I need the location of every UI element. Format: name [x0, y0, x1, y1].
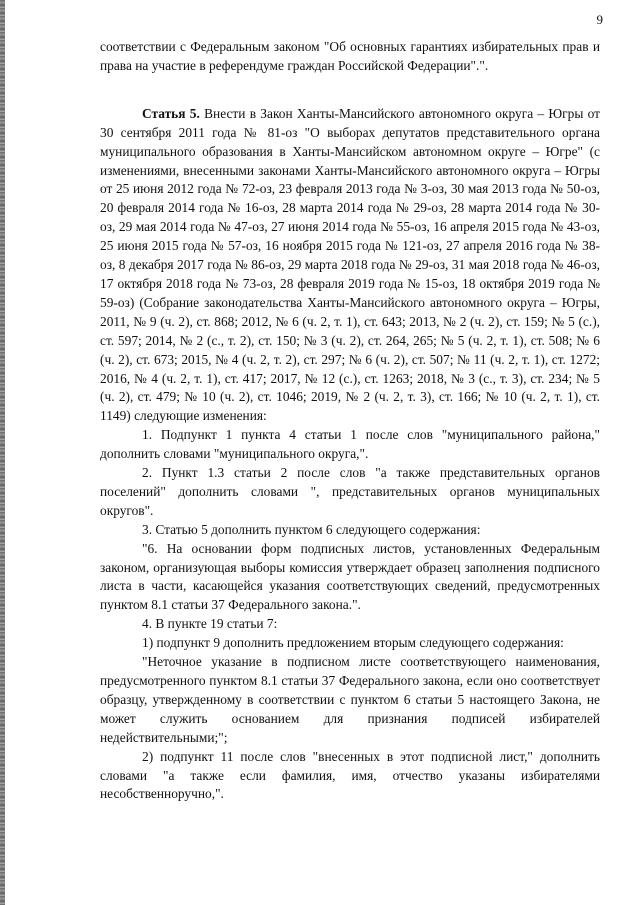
paragraph-1: соответствии с Федеральным законом "Об основных гарантиях избирательных прав и права на участие в референдуме граждан Российской Федерации".". [100, 39, 600, 73]
item-4-sub-1-quote: "Неточное указание в подписном листе соответствующего наименования, предусмотренного пунктом 8.1 статьи 37 Федерального закона, если оно соответствует образцу, утвержденному в соответствии с пунктом 6 статьи 5 настоящего Закона, не может служить основанием для признания подписей избирателей недействительными;"; [100, 654, 600, 745]
item-1: 1. Подпункт 1 пункта 4 статьи 1 после слов "муниципального района," дополнить словами "муниципального округа,". [100, 427, 600, 462]
item-4-sub-1: 1) подпункт 9 дополнить предложением вторым следующего содержания: [142, 635, 564, 651]
item-3-quote: "6. На основании форм подписных листов, установленных Федеральным законом, организующая выборы комиссия утверждает образец заполнения подписного листа в части, касающейся указания соответствующих сведений, предусмотренных пунктом 8.1 статьи 37 Федерального закона.". [100, 540, 600, 613]
item-4-sub-2: 2) подпункт 11 после слов "внесенных в этот подписной лист," дополнить словами "а также если фамилия, имя, отчество указаны избирателями несобственноручно,". [100, 748, 600, 802]
item-3: 3. Статью 5 дополнить пунктом 6 следующего содержания: [142, 521, 481, 537]
scan-edge [0, 0, 5, 905]
page-number: 9 [596, 12, 603, 27]
article-5-intro [100, 105, 600, 426]
paragraph-gap [100, 76, 600, 105]
article-5-text: Внести в Закон Ханты-Мансийского автономного округа – Югры от 30 сентября 2011 года № 81-оз "О выборах депутатов представительного органа муниципального образования в Ханты-Мансийском автономном округе – Югре" (с изменениями, внесенными законами Ханты-Мансийского автономного округа – Югры от 25 июня 2012 года № 72-оз, 23 февраля 2013 года № 3-оз, 30 мая 2013 года № 50-оз, 20 февраля 2014 года № 16-оз, 28 марта 2014 года № 29-оз, 28 марта 2014 года № 30-оз, 29 мая 2014 года № 47-оз, 27 июня 2014 года № 55-оз, 16 апреля 2015 года № 43-оз, 25 июня 2015 года № 57-оз, 16 ноября 2015 года № 121-оз, 27 апреля 2016 года № 38-оз, 8 декабря 2017 года № 86-оз, 29 марта 2018 года № 29-оз, 31 мая 2018 года № 46-оз, 17 октября 2018 года № 73-оз, 28 февраля 2019 года № 15-оз, 18 октября 2019 года № 59-оз) (Собрание законодательства Ханты-Мансийского автономного округа – Югры, 2011, № 9 (ч. 2), ст. 868; 2012, № 6 (ч. 2, т. 1), ст. 643; 2013, № 2 (ч. 2), ст. 159; № 5 (с.), ст. 597; 2014, № 2 (с., т. 2), ст. 150; № 3 (ч. 2), ст. 264, 265; № 5 (ч. 2, т. 1), ст. 508; № 6 (ч. 2), ст. 673; 2015, № 4 (ч. 2, т. 2), ст. 297; № 6 (ч. 2), ст. 507; № 11 (ч. 2, т. 1), ст. 1272; 2016, № 4 (ч. 2, т. 1), ст. 417; 2017, № 12 (с.), ст. 1263; 2018, № 3 (с., т. 3), ст. 234; № 5 (ч. 2), ст. 479; № 10 (ч. 2), ст. 1046; 2019, № 2 (ч. 2, т. 3), ст. 166; № 10 (ч. 2, т. 1), ст. 1149) следующие изменения: [100, 105, 600, 424]
item-4: 4. В пункте 19 статьи 7: [142, 616, 278, 632]
article-heading: Статья 5. [142, 105, 200, 121]
document-body [100, 38, 600, 804]
item-2: 2. Пункт 1.3 статьи 2 после слов "а также представительных органов поселений" дополнить словами ", представительных органов муниципальных округов". [100, 465, 600, 518]
